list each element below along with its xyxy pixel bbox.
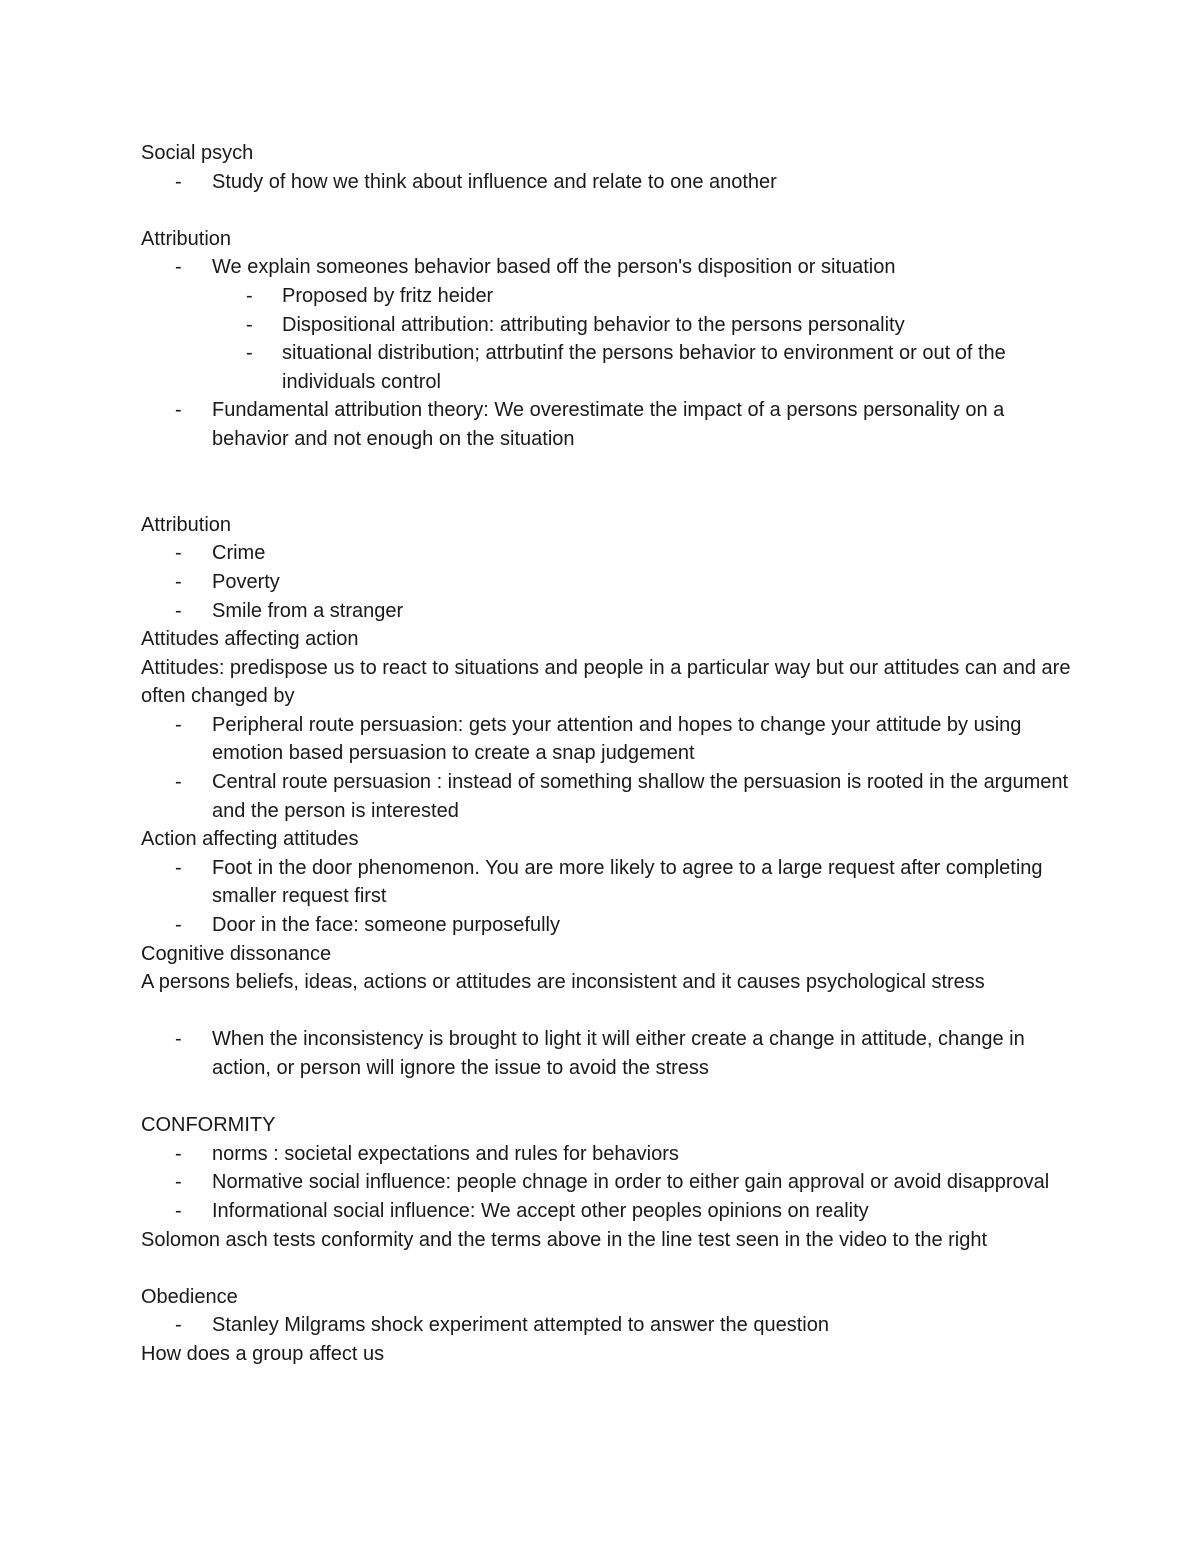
list-item-text: Central route persuasion : instead of something shallow the persuasion is rooted in the argument and the person is interested [212, 771, 1069, 822]
heading-attribution: Attribution [141, 227, 232, 250]
blank-line [141, 454, 1071, 511]
heading-conformity: CONFORMITY [141, 1114, 276, 1137]
list-item [141, 1025, 1071, 1082]
list-item [141, 539, 1071, 568]
list-item-text: norms : societal expectations and rules for behaviors [212, 1142, 679, 1165]
list-item-text: Normative social influence: people chnage in order to either gain approval or avoid disapproval [212, 1171, 1050, 1194]
list-item-text: When the inconsistency is brought to light it will either create a change in attitude, change in action, or person will ignore the issue to avoid the stress [212, 1028, 1025, 1079]
heading-social-psych: Social psych [141, 142, 254, 164]
paragraph-attitudes: Attitudes: predispose us to react to situations and people in a particular way but our attitudes can and are often changed by [141, 656, 1071, 708]
list-item-text: Poverty [212, 570, 280, 593]
bullet-dash: - [175, 771, 182, 794]
bullet-dash: - [175, 713, 182, 736]
paragraph-group-affect: How does a group affect us [141, 1342, 385, 1365]
list-item [141, 1140, 1071, 1169]
heading-attitudes-affecting-action: Attitudes affecting action [141, 628, 359, 651]
list-item-text: Proposed by fritz heider [282, 284, 494, 307]
list-item-text: Crime [212, 542, 266, 565]
list-item-text: Study of how we think about influence and relate to one another [212, 170, 777, 193]
list-item [141, 396, 1071, 453]
bullet-dash: - [175, 1028, 182, 1051]
bullet-dash: - [175, 914, 182, 937]
bullet-dash: - [175, 1199, 182, 1222]
paragraph-cognitive-dissonance: A persons beliefs, ideas, actions or attitudes are inconsistent and it causes psychological stress [141, 971, 985, 994]
list-item [141, 282, 1071, 311]
heading-obedience: Obedience [141, 1285, 238, 1308]
list-item-text: Peripheral route persuasion: gets your attention and hopes to change your attitude by using emotion based persuasion to create a snap judgement [212, 713, 1022, 765]
list-item-text: Informational social influence: We accept other peoples opinions on reality [212, 1199, 869, 1222]
document-page [141, 139, 1071, 1369]
blank-line [141, 1254, 1071, 1283]
list-item-text: Foot in the door phenomenon. You are more likely to agree to a large request after completing smaller request first [212, 856, 1043, 908]
bullet-dash: - [175, 570, 182, 593]
heading-attribution-2: Attribution [141, 513, 232, 536]
bullet-dash: - [175, 1171, 182, 1194]
bullet-dash: - [175, 170, 182, 193]
bullet-dash: - [175, 256, 182, 279]
blank-line [141, 997, 1071, 1026]
list-item-text: Dispositional attribution: attributing behavior to the persons personality [282, 313, 905, 336]
list-item-text: Fundamental attribution theory: We overestimate the impact of a persons personality on a behavior and not enough on the situation [212, 399, 1005, 450]
bullet-dash: - [175, 542, 182, 565]
list-item-text: Smile from a stranger [212, 599, 404, 622]
list-item [141, 1311, 1071, 1340]
list-item-text: We explain someones behavior based off the person's disposition or situation [212, 256, 896, 279]
heading-cognitive-dissonance: Cognitive dissonance [141, 942, 332, 965]
bullet-dash: - [246, 313, 253, 336]
list-item [141, 768, 1071, 825]
list-item-text: Door in the face: someone purposefully [212, 914, 560, 937]
bullet-dash: - [246, 284, 253, 307]
list-item [141, 1168, 1071, 1197]
bullet-dash: - [175, 399, 182, 422]
list-item [141, 854, 1071, 911]
paragraph-solomon-asch: Solomon asch tests conformity and the terms above in the line test seen in the video to the right [141, 1228, 988, 1251]
blank-line [141, 196, 1071, 225]
list-item-text: situational distribution; attrbutinf the persons behavior to environment or out of the individuals control [282, 342, 1006, 393]
bullet-dash: - [175, 856, 182, 879]
list-item [141, 339, 1071, 396]
bullet-dash: - [175, 1142, 182, 1165]
list-item [141, 168, 1071, 197]
list-item [141, 911, 1071, 940]
list-item [141, 253, 1071, 282]
list-item-text: Stanley Milgrams shock experiment attempted to answer the question [212, 1314, 829, 1337]
list-item [141, 1197, 1071, 1226]
list-item [141, 597, 1071, 626]
list-item [141, 711, 1071, 768]
list-item [141, 568, 1071, 597]
bullet-dash: - [175, 1314, 182, 1337]
list-item [141, 311, 1071, 340]
heading-action-affecting-attitudes: Action affecting attitudes [141, 828, 359, 851]
bullet-dash: - [175, 599, 182, 622]
blank-line [141, 1083, 1071, 1112]
bullet-dash: - [246, 342, 253, 365]
